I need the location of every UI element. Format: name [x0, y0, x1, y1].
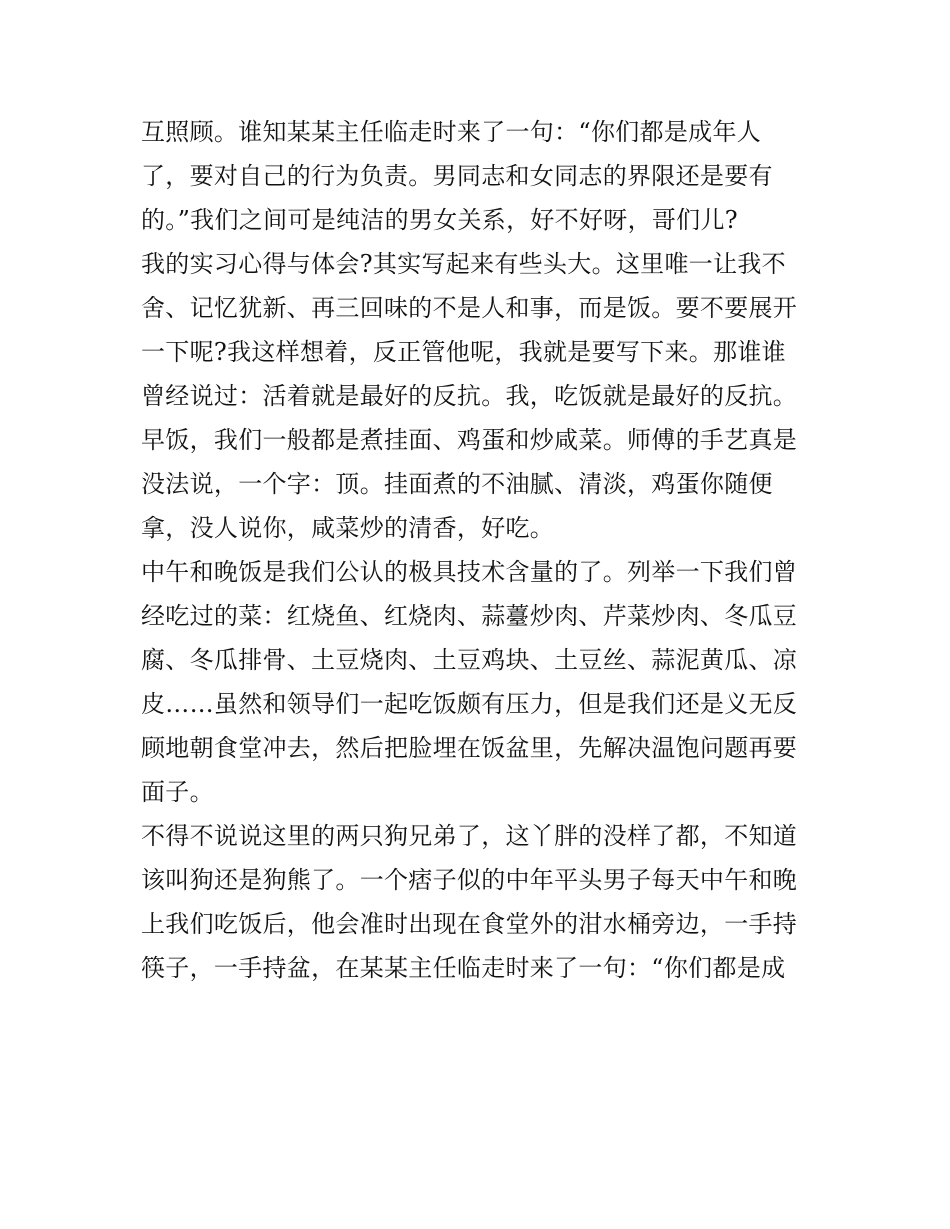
text-line: 的。”我们之间可是纯洁的男女关系，好不好呀，哥们儿?	[141, 206, 738, 234]
text-line: 上我们吃饭后，他会准时出现在食堂外的泔水桶旁边，一手持	[141, 910, 798, 938]
text-line: 早饭，我们一般都是煮挂面、鸡蛋和炒咸菜。师傅的手艺真是	[141, 426, 798, 454]
text-line: 一下呢?我这样想着，反正管他呢，我就是要写下来。那谁谁	[141, 338, 786, 366]
text-line: 我的实习心得与体会?其实写起来有些头大。这里唯一让我不	[141, 250, 786, 278]
text-line: 筷子，一手持盆，在某某主任临走时来了一句：“你们都是成	[141, 954, 786, 982]
text-line: 了，要对自己的行为负责。男同志和女同志的界限还是要有	[141, 162, 773, 190]
text-line: 面子。	[141, 778, 214, 806]
text-line: 该叫狗还是狗熊了。一个痞子似的中年平头男子每天中午和晚	[141, 866, 798, 894]
text-line: 经吃过的菜：红烧鱼、红烧肉、蒜薹炒肉、芹菜炒肉、冬瓜豆	[141, 602, 798, 630]
text-line: 没法说，一个字：顶。挂面煮的不油腻、清淡，鸡蛋你随便	[141, 470, 773, 498]
text-line: 不得不说说这里的两只狗兄弟了，这丫胖的没样了都，不知道	[141, 822, 798, 850]
text-line: 皮……虽然和领导们一起吃饭颇有压力，但是我们还是义无反	[141, 690, 798, 718]
body-text	[141, 110, 821, 990]
text-line: 腐、冬瓜排骨、土豆烧肉、土豆鸡块、土豆丝、蒜泥黄瓜、凉	[141, 646, 798, 674]
text-line: 曾经说过：活着就是最好的反抗。我，吃饭就是最好的反抗。	[141, 382, 798, 410]
text-line: 拿，没人说你，咸菜炒的清香，好吃。	[141, 514, 555, 542]
text-line: 舍、记忆犹新、再三回味的不是人和事，而是饭。要不要展开	[141, 294, 798, 322]
text-line: 顾地朝食堂冲去，然后把脸埋在饭盆里，先解决温饱问题再要	[141, 734, 798, 762]
text-line: 互照顾。谁知某某主任临走时来了一句：“你们都是成年人	[141, 118, 762, 146]
text-line: 中午和晚饭是我们公认的极具技术含量的了。列举一下我们曾	[141, 558, 798, 586]
